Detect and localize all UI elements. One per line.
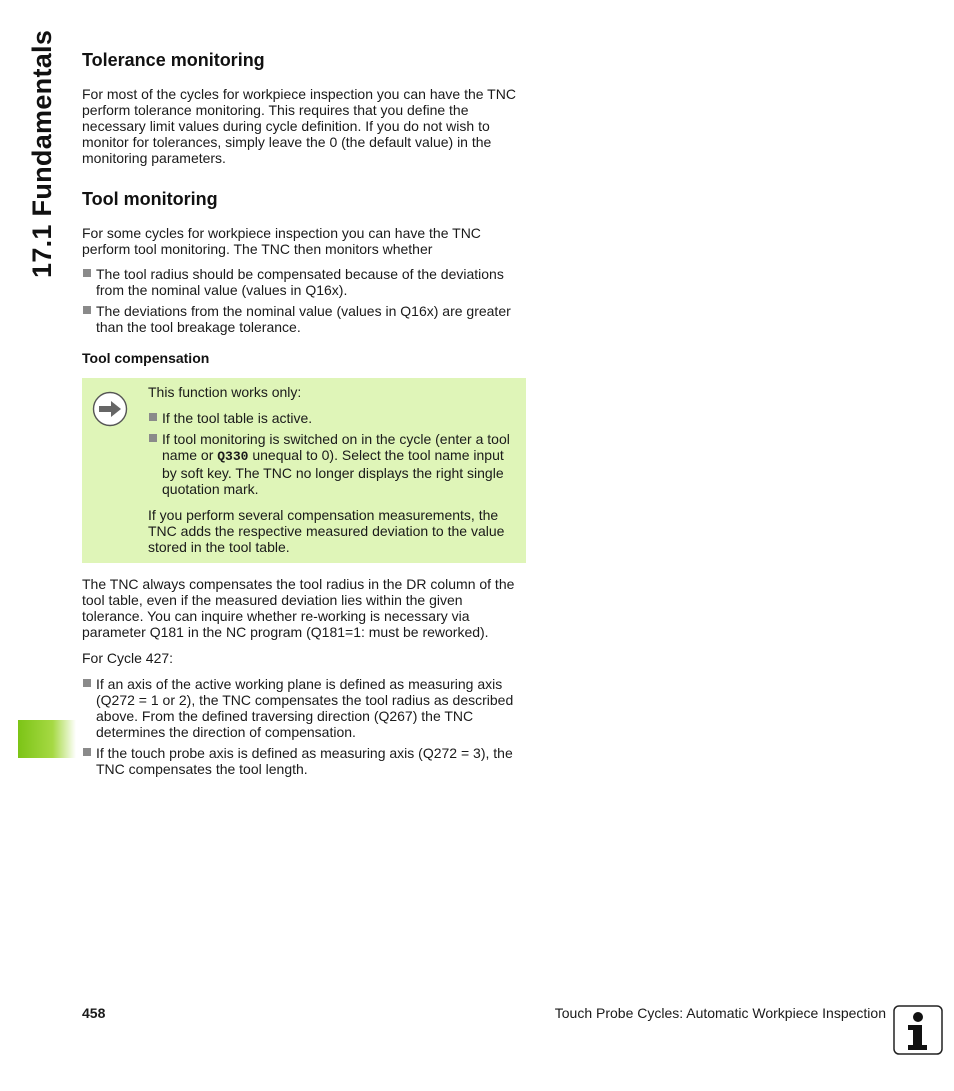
list-item: If the touch probe axis is defined as measuring axis (Q272 = 3), the TNC compensates the tool length. [82, 745, 526, 777]
parameter-code: Q330 [217, 449, 249, 464]
page-content [82, 48, 526, 777]
note-intro: This function works only: [148, 384, 302, 400]
list-item: If an axis of the active working plane is defined as measuring axis (Q272 = 1 or 2), the TNC compensates the tool radius as described above. From the defined traversing direction (Q267) the TNC determines the direction of compensation. [82, 676, 526, 740]
list-item: The deviations from the nominal value (values in Q16x) are greater than the tool breakage tolerance. [82, 303, 526, 335]
tolerance-monitoring-text: For most of the cycles for workpiece inspection you can have the TNC perform tolerance monitoring. This requires that you define the necessary limit values during cycle definition. If you do not wish to monitor for tolerances, simply leave the 0 (the default value) in the monitoring parameters. [82, 86, 516, 166]
list-item: If tool monitoring is switched on in the cycle (enter a tool name or Q330 unequal to 0). Select the tool name input by soft key. The TNC no longer displays the right single quotation mark. [148, 431, 518, 497]
bullet-square-icon [83, 679, 91, 687]
cycle-intro: For Cycle 427: [82, 650, 174, 666]
list-item: The tool radius should be compensated because of the deviations from the nominal value (values in Q16x). [82, 266, 526, 298]
note-outro: If you perform several compensation measurements, the TNC adds the respective measured deviation to the value stored in the tool table. [148, 507, 505, 555]
page-number: 458 [82, 1005, 106, 1021]
chapter-side-title: 17.1 Fundamentals [27, 29, 57, 278]
bullet-square-icon [83, 269, 91, 277]
note-body [148, 384, 518, 555]
heading-tolerance-monitoring: Tolerance monitoring [82, 50, 265, 70]
list-item: If the tool table is active. [148, 410, 518, 426]
compensation-text: The TNC always compensates the tool radius in the DR column of the tool table, even if the measured deviation lies within the given tolerance. You can inquire whether re-working is necessary via parameter Q181 in the NC program (Q181=1: must be reworked). [82, 576, 515, 640]
bullet-square-icon [149, 413, 157, 421]
heading-tool-monitoring: Tool monitoring [82, 189, 218, 209]
info-icon [893, 1005, 943, 1055]
bullet-square-icon [83, 748, 91, 756]
footer-chapter-title: Touch Probe Cycles: Automatic Workpiece Inspection [554, 1005, 886, 1021]
chapter-tab-marker [18, 720, 76, 758]
arrow-right-icon [92, 391, 128, 427]
note-box [82, 378, 526, 563]
bullet-square-icon [149, 434, 157, 442]
heading-tool-compensation: Tool compensation [82, 350, 210, 366]
bullet-square-icon [83, 306, 91, 314]
tool-monitoring-text: For some cycles for workpiece inspection you can have the TNC perform tool monitoring. The TNC then monitors whether [82, 225, 481, 257]
